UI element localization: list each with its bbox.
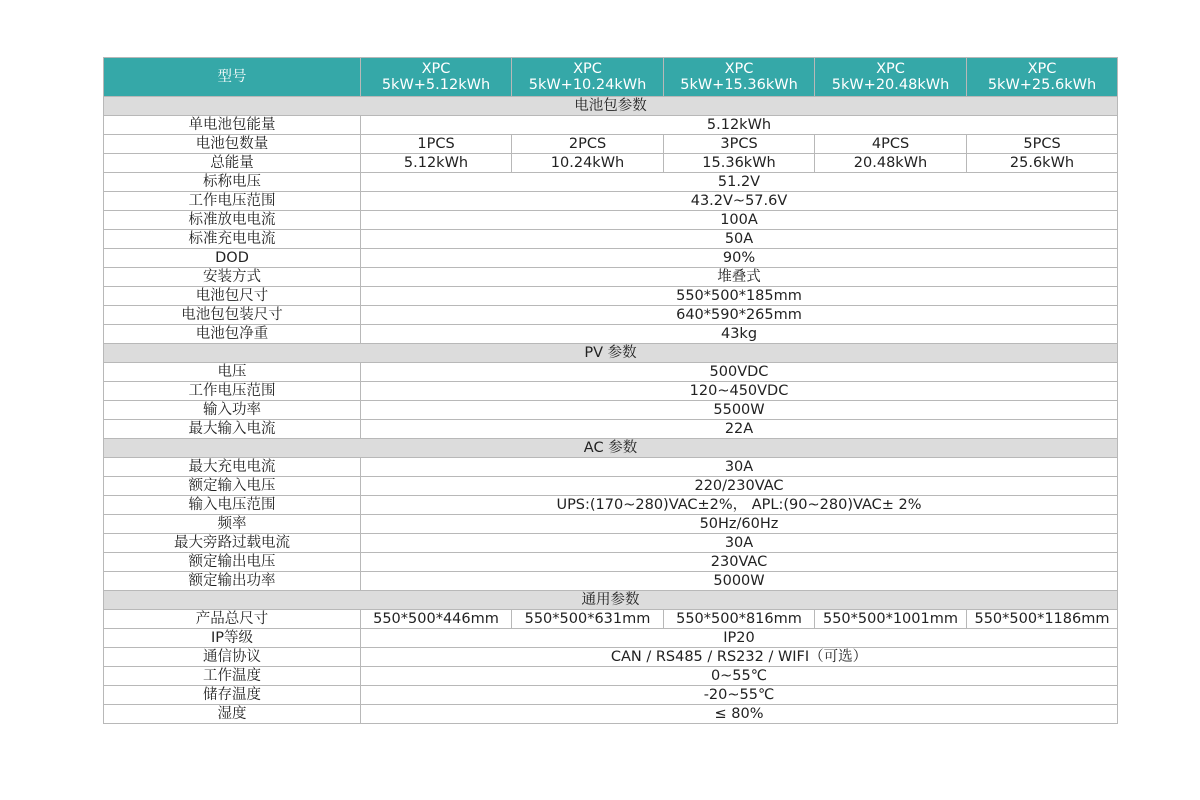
row-value-cell: 25.6kWh — [967, 154, 1118, 173]
row-label: 储存温度 — [104, 686, 361, 705]
section-header-row — [104, 591, 1118, 610]
row-label: 单电池包能量 — [104, 116, 361, 135]
row-value: 30A — [361, 458, 1118, 477]
model-line-1: XPC — [724, 61, 754, 77]
section-header-row — [104, 344, 1118, 363]
row-label: 工作电压范围 — [104, 382, 361, 401]
model-line-2: 5kW+10.24kWh — [528, 77, 647, 93]
table-row — [104, 363, 1118, 382]
header-model-cell — [512, 58, 664, 97]
row-value: 550*500*185mm — [361, 287, 1118, 306]
section-header-row — [104, 439, 1118, 458]
table-row — [104, 211, 1118, 230]
row-label: 输入电压范围 — [104, 496, 361, 515]
row-value: 0~55℃ — [361, 667, 1118, 686]
row-value: 43.2V~57.6V — [361, 192, 1118, 211]
model-line-2: 5kW+20.48kWh — [831, 77, 950, 93]
row-value-cell: 550*500*1186mm — [967, 610, 1118, 629]
row-label: 通信协议 — [104, 648, 361, 667]
row-label: 最大输入电流 — [104, 420, 361, 439]
row-value: 5500W — [361, 401, 1118, 420]
row-value: ≤ 80% — [361, 705, 1118, 724]
table-row — [104, 230, 1118, 249]
table-row — [104, 325, 1118, 344]
row-label: 电池包包装尺寸 — [104, 306, 361, 325]
row-label: 电池包净重 — [104, 325, 361, 344]
table-row — [104, 496, 1118, 515]
table-row — [104, 249, 1118, 268]
row-value: IP20 — [361, 629, 1118, 648]
header-model-cell — [361, 58, 512, 97]
row-label: 电池包尺寸 — [104, 287, 361, 306]
table-row — [104, 173, 1118, 192]
model-line-2: 5kW+5.12kWh — [381, 77, 491, 93]
table-row — [104, 477, 1118, 496]
section-header-row — [104, 97, 1118, 116]
row-value: 43kg — [361, 325, 1118, 344]
row-label: 最大充电电流 — [104, 458, 361, 477]
row-value: 50A — [361, 230, 1118, 249]
table-row — [104, 287, 1118, 306]
row-value: 30A — [361, 534, 1118, 553]
table-row — [104, 192, 1118, 211]
section-title: 通用参数 — [104, 591, 1118, 610]
table-row — [104, 553, 1118, 572]
row-value: 90% — [361, 249, 1118, 268]
row-value-cell: 20.48kWh — [815, 154, 967, 173]
table-row — [104, 629, 1118, 648]
row-value-cell: 550*500*446mm — [361, 610, 512, 629]
header-model-cell — [815, 58, 967, 97]
row-value: 640*590*265mm — [361, 306, 1118, 325]
model-line-1: XPC — [876, 61, 905, 77]
table-row — [104, 572, 1118, 591]
row-value: 51.2V — [361, 173, 1118, 192]
model-line-1: XPC — [1027, 61, 1057, 77]
table-row — [104, 154, 1118, 173]
table-row — [104, 458, 1118, 477]
row-label: 湿度 — [104, 705, 361, 724]
row-label: IP等级 — [104, 629, 361, 648]
row-value-cell: 15.36kWh — [664, 154, 815, 173]
table-row — [104, 306, 1118, 325]
row-value: 120~450VDC — [361, 382, 1118, 401]
row-value-cell: 3PCS — [664, 135, 815, 154]
row-value: 5.12kWh — [361, 116, 1118, 135]
header-model-label: 型号 — [104, 58, 361, 97]
header-row — [104, 58, 1118, 97]
table-row — [104, 268, 1118, 287]
row-label: 产品总尺寸 — [104, 610, 361, 629]
table-row — [104, 116, 1118, 135]
row-value: 堆叠式 — [361, 268, 1118, 287]
row-value: 22A — [361, 420, 1118, 439]
row-label: 标准放电电流 — [104, 211, 361, 230]
row-label: 输入功率 — [104, 401, 361, 420]
row-label: 标准充电电流 — [104, 230, 361, 249]
row-value-cell: 2PCS — [512, 135, 664, 154]
table-row — [104, 667, 1118, 686]
row-value-cell: 4PCS — [815, 135, 967, 154]
table-row — [104, 534, 1118, 553]
table-row — [104, 705, 1118, 724]
row-label: DOD — [104, 249, 361, 268]
row-label: 频率 — [104, 515, 361, 534]
row-value: 220/230VAC — [361, 477, 1118, 496]
header-model-cell — [967, 58, 1118, 97]
table-row — [104, 382, 1118, 401]
model-line-1: XPC — [573, 61, 602, 77]
table-row — [104, 686, 1118, 705]
section-title: AC 参数 — [104, 439, 1118, 458]
row-value-cell: 550*500*816mm — [664, 610, 815, 629]
row-value-cell: 1PCS — [361, 135, 512, 154]
model-line-2: 5kW+15.36kWh — [680, 77, 798, 93]
row-value: -20~55℃ — [361, 686, 1118, 705]
model-line-2: 5kW+25.6kWh — [987, 77, 1097, 93]
row-label: 电压 — [104, 363, 361, 382]
row-value-cell: 550*500*1001mm — [815, 610, 967, 629]
row-value: 500VDC — [361, 363, 1118, 382]
row-label: 额定输出功率 — [104, 572, 361, 591]
table-row — [104, 515, 1118, 534]
row-label: 安装方式 — [104, 268, 361, 287]
row-label: 标称电压 — [104, 173, 361, 192]
row-label: 工作电压范围 — [104, 192, 361, 211]
row-label: 额定输入电压 — [104, 477, 361, 496]
row-value: 50Hz/60Hz — [361, 515, 1118, 534]
row-label: 最大旁路过载电流 — [104, 534, 361, 553]
table-row — [104, 135, 1118, 154]
row-value-cell: 10.24kWh — [512, 154, 664, 173]
row-value-cell: 5PCS — [967, 135, 1118, 154]
table-row — [104, 401, 1118, 420]
row-label: 电池包数量 — [104, 135, 361, 154]
row-label: 总能量 — [104, 154, 361, 173]
row-value: UPS:(170~280)VAC±2%， APL:(90~280)VAC± 2% — [361, 496, 1118, 515]
row-value-cell: 5.12kWh — [361, 154, 512, 173]
row-value: 230VAC — [361, 553, 1118, 572]
table-row — [104, 648, 1118, 667]
row-value: 100A — [361, 211, 1118, 230]
header-model-cell — [664, 58, 815, 97]
model-line-1: XPC — [421, 61, 451, 77]
section-title: 电池包参数 — [104, 97, 1118, 116]
row-value: CAN / RS485 / RS232 / WIFI（可选） — [361, 648, 1118, 667]
row-label: 工作温度 — [104, 667, 361, 686]
table-row — [104, 610, 1118, 629]
spec-table — [103, 57, 1118, 724]
section-title: PV 参数 — [104, 344, 1118, 363]
row-value: 5000W — [361, 572, 1118, 591]
row-label: 额定输出电压 — [104, 553, 361, 572]
table-row — [104, 420, 1118, 439]
row-value-cell: 550*500*631mm — [512, 610, 664, 629]
